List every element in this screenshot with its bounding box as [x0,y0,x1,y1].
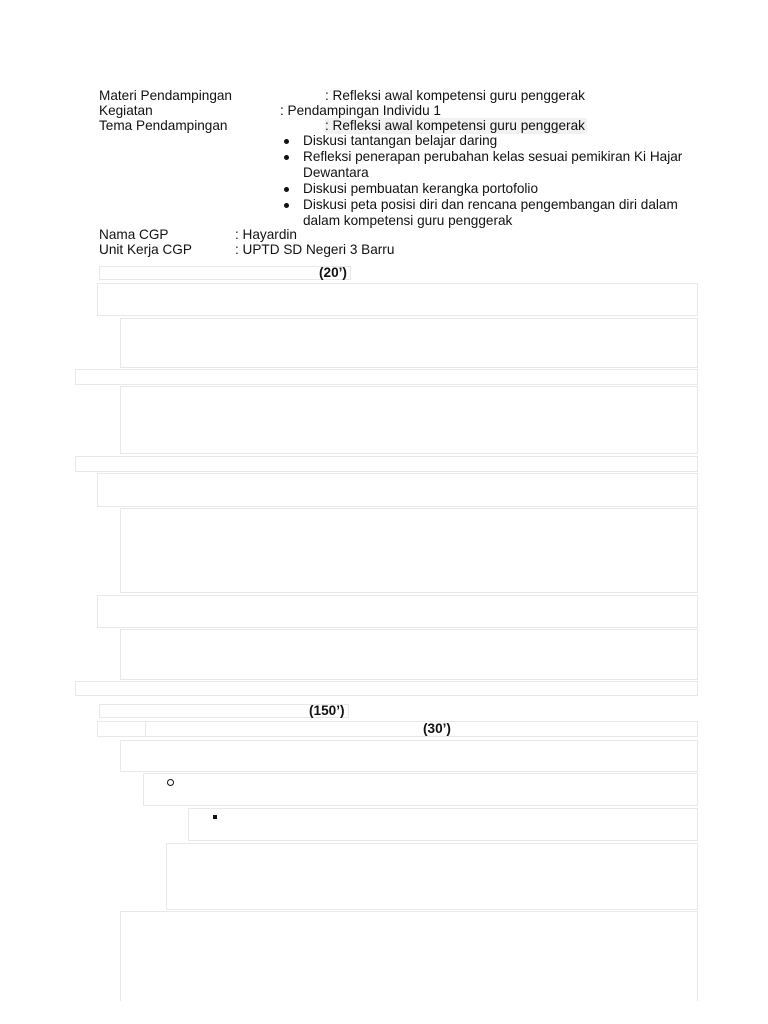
content-block [97,473,698,507]
topic-item: Refleksi penerapan perubahan kelas sesuai pemikiran Ki Hajar Dewantara [282,149,693,181]
duration-20: (20’) [319,265,347,280]
content-block [143,773,698,806]
content-cell [97,721,146,737]
content-block [120,911,698,1001]
materi-value: : Refleksi awal kompetensi guru penggerak [325,88,585,103]
content-block [120,740,698,772]
content-block [97,595,698,628]
section-heading-box [145,721,698,737]
content-block [97,283,698,316]
square-bullet-icon [213,815,217,819]
content-block [166,843,698,910]
circle-bullet-icon [167,779,174,786]
section-heading-box [99,266,351,280]
content-block [188,808,698,841]
duration-150: (150’) [309,703,345,718]
tema-label: Tema Pendampingan [99,118,228,133]
duration-30: (30’) [423,721,451,736]
nama-label: Nama CGP [99,227,169,242]
content-strip [75,456,698,472]
nama-value: : Hayardin [235,227,297,242]
unit-value: : UPTD SD Negeri 3 Barru [235,242,395,257]
content-block [120,508,698,593]
unit-label: Unit Kerja CGP [99,242,192,257]
materi-label: Materi Pendampingan [99,88,232,103]
content-strip [75,369,698,385]
topic-item: Diskusi pembuatan kerangka portofolio [282,181,702,197]
topic-item: Diskusi tantangan belajar daring [282,133,702,149]
content-block [120,318,698,368]
kegiatan-value: : Pendampingan Individu 1 [280,103,441,118]
kegiatan-label: Kegiatan [99,103,153,118]
content-strip [75,681,698,696]
content-block [120,629,698,680]
topic-list [282,133,702,229]
topic-item: Diskusi peta posisi diri dan rencana pengembangan diri dalam dalam kompetensi guru penggerak [282,197,693,228]
tema-value: : Refleksi awal kompetensi guru penggerak [325,118,585,133]
content-block [120,386,698,454]
